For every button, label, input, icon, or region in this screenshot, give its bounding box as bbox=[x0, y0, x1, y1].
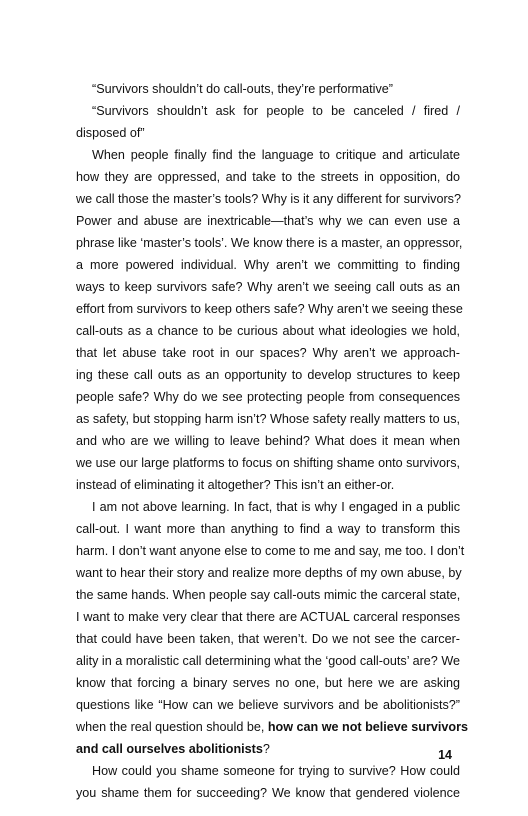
text-segment: that could have been taken, that weren’t. Do we not see the carcer- bbox=[76, 632, 460, 646]
text-segment: I am not above learning. In fact, that is why I engaged in a public bbox=[92, 500, 460, 514]
text-line bbox=[76, 518, 460, 540]
page-number: 14 bbox=[438, 748, 452, 762]
text-segment: harm. I don’t want anyone else to come to me and say, me too. I don’t bbox=[76, 544, 465, 558]
text-segment: ality in a moralistic call determining what the ‘good call-outs’ are? We bbox=[76, 654, 460, 668]
text-line bbox=[92, 144, 460, 166]
text-line bbox=[76, 474, 460, 496]
text-segment: effort from survivors to keep others safe? Why aren’t we seeing these bbox=[76, 302, 463, 316]
text-segment: know that forcing a binary serves no one, but here we are asking bbox=[76, 676, 460, 690]
text-segment: we use our large platforms to focus on shifting shame onto survivors, bbox=[76, 456, 460, 470]
text-line bbox=[76, 166, 460, 188]
text-segment: I want to make very clear that there are ACTUAL carceral responses bbox=[76, 610, 460, 624]
text-segment: Power and abuse are inextricable—that’s why we can even use a bbox=[76, 214, 460, 228]
text-line bbox=[76, 672, 460, 694]
text-segment: instead of eliminating it altogether? This isn’t an either-or. bbox=[76, 478, 395, 492]
bold-text: and call ourselves abolitionists bbox=[76, 742, 263, 756]
text-segment: call-outs as a chance to be curious about what ideologies we hold, bbox=[76, 324, 460, 338]
text-line bbox=[76, 540, 465, 562]
text-segment: when the real question should be, bbox=[76, 720, 268, 734]
text-segment: want to hear their story and realize more depths of my own abuse, by bbox=[76, 566, 462, 580]
text-segment: “Survivors shouldn’t do call-outs, they’re performative” bbox=[92, 82, 393, 96]
text-segment: how they are oppressed, and take to the streets in opposition, do bbox=[76, 170, 460, 184]
bold-text: how can we not believe survivors bbox=[267, 720, 469, 734]
text-segment: and who are we willing to leave behind? What does it mean when bbox=[76, 434, 460, 448]
text-segment: that let abuse take root in our spaces? Why aren’t we approach- bbox=[76, 346, 460, 360]
text-line bbox=[76, 364, 460, 386]
text-segment: phrase like ‘master’s tools’. We know there is a master, an oppressor, bbox=[76, 236, 463, 250]
text-line bbox=[76, 782, 460, 804]
text-line bbox=[76, 232, 463, 254]
text-segment: we call those the master’s tools? Why is it any different for survivors? bbox=[76, 192, 461, 206]
text-segment: as safety, but stopping harm isn’t? Whose safety really matters to us, bbox=[76, 412, 460, 426]
text-line bbox=[76, 452, 460, 474]
text-line bbox=[76, 738, 460, 760]
text-line bbox=[76, 254, 460, 276]
text-line bbox=[92, 78, 460, 100]
text-segment: people safe? Why do we see protecting people from consequences bbox=[76, 390, 460, 404]
text-segment: you shame them for succeeding? We know that gendered violence bbox=[76, 786, 460, 800]
text-segment: call-out. I want more than anything to find a way to transform this bbox=[76, 522, 460, 536]
text-segment: When people finally find the language to critique and articulate bbox=[92, 148, 460, 162]
text-segment: ing these call outs as an opportunity to develop structures to keep bbox=[76, 368, 460, 382]
text-segment: disposed of” bbox=[76, 126, 145, 140]
text-segment: a more powered individual. Why aren’t we committing to finding bbox=[76, 258, 460, 272]
text-line bbox=[76, 320, 460, 342]
text-line bbox=[76, 650, 460, 672]
text-line bbox=[76, 628, 460, 650]
text-line bbox=[76, 298, 463, 320]
text-line bbox=[76, 606, 460, 628]
text-line bbox=[76, 188, 460, 210]
text-segment: the same hands. When people say call-outs mimic the carceral state, bbox=[76, 588, 461, 602]
text-segment: ? bbox=[262, 742, 270, 756]
text-segment: ways to keep survivors safe? Why aren’t we seeing call outs as an bbox=[76, 280, 460, 294]
text-line bbox=[76, 210, 460, 232]
text-line bbox=[92, 496, 460, 518]
text-segment: questions like “How can we believe survivors and be abolitionists?” bbox=[76, 698, 460, 712]
text-line bbox=[76, 694, 460, 716]
text-line bbox=[76, 716, 469, 738]
text-line bbox=[92, 760, 460, 782]
text-line bbox=[76, 430, 460, 452]
text-line bbox=[76, 386, 460, 408]
text-line bbox=[76, 562, 460, 584]
text-line bbox=[76, 584, 460, 606]
text-line bbox=[76, 122, 460, 144]
text-line bbox=[76, 276, 460, 298]
text-line bbox=[76, 408, 460, 430]
text-line bbox=[92, 100, 460, 122]
text-segment: “Survivors shouldn’t ask for people to be canceled / fired / bbox=[92, 104, 460, 118]
text-line bbox=[76, 342, 460, 364]
text-segment: How could you shame someone for trying to survive? How could bbox=[92, 764, 460, 778]
